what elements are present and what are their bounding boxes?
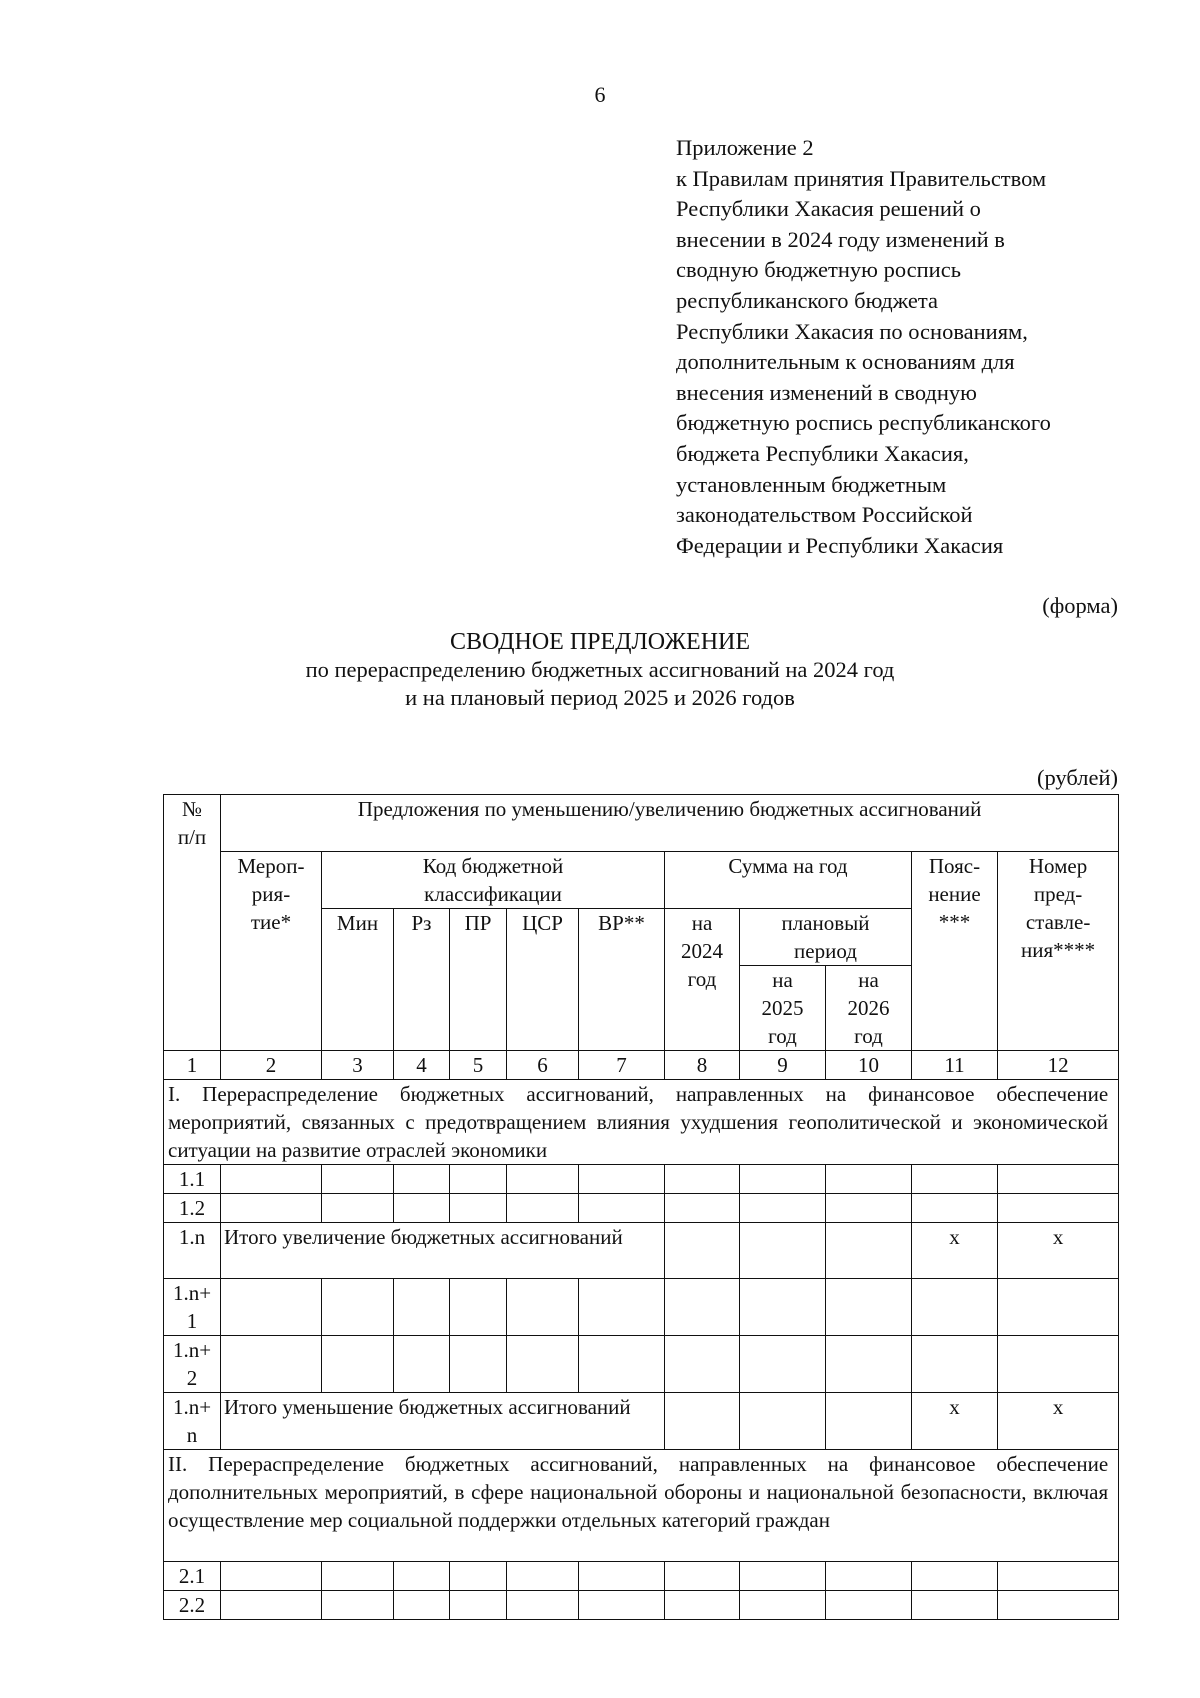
row-number: 2.1 (164, 1561, 221, 1590)
header-2025-text: на 2025 год (761, 967, 804, 1048)
table-cell (826, 1193, 912, 1222)
header-measure (221, 851, 322, 1050)
table-cell (998, 1278, 1119, 1335)
col-number: 11 (912, 1050, 998, 1079)
total-increase-label: Итого увеличение бюджетных ассигнований (221, 1222, 665, 1278)
appendix-line: Республики Хакасия решений о (676, 196, 981, 222)
table-cell (912, 1193, 998, 1222)
row-number: 2.2 (164, 1590, 221, 1619)
appendix-line: бюджетную роспись республиканского (676, 410, 1051, 436)
row-number (164, 1278, 221, 1335)
header-num-text: № п/п (177, 797, 207, 849)
table-cell (665, 1278, 740, 1335)
appendix-line: сводную бюджетную роспись (676, 257, 961, 283)
x-mark: х (998, 1392, 1119, 1449)
table-cell (826, 1164, 912, 1193)
table-cell (826, 1392, 912, 1449)
table-cell (912, 1561, 998, 1590)
header-min: Мин (322, 908, 394, 1050)
col-number: 4 (394, 1050, 450, 1079)
header-code-text: Код бюджетной классификации (422, 853, 564, 906)
table-cell (665, 1164, 740, 1193)
title-line-3: и на плановый период 2025 и 2026 годов (405, 685, 795, 710)
appendix-heading (676, 133, 1176, 561)
appendix-line: дополнительным к основаниям для (676, 349, 1015, 375)
document-title (0, 628, 1200, 712)
table-cell (450, 1193, 507, 1222)
appendix-line: законодательством Российской (676, 502, 973, 528)
header-proposals: Предложения по уменьшению/увеличению бюджетных ассигнований (221, 795, 1119, 852)
row-number-text: 1.n+ 2 (172, 1337, 212, 1390)
header-measure-text: Мероп- рия- тие* (237, 853, 305, 934)
table-cell (322, 1193, 394, 1222)
col-number: 9 (740, 1050, 826, 1079)
header-rep-number-text: Номер пред- ставле- ния**** (1021, 853, 1096, 962)
header-csr: ЦСР (507, 908, 579, 1050)
appendix-line: республиканского бюджета (676, 287, 939, 313)
row-number: 1.n (164, 1222, 221, 1278)
section-2-title: II. Перераспределение бюджетных ассигнований, направленных на финансовое обеспечение дополнительных мероприятий, в сфере национальной обороны и национальной безопасности, включая осуществление мер социальной поддержки отдельных категорий граждан (164, 1449, 1119, 1561)
col-number: 1 (164, 1050, 221, 1079)
table-cell (221, 1164, 322, 1193)
table-cell (507, 1561, 579, 1590)
table-cell (450, 1590, 507, 1619)
table-cell (394, 1561, 450, 1590)
table-cell (579, 1590, 665, 1619)
x-mark: х (912, 1222, 998, 1278)
table-cell (322, 1278, 394, 1335)
table-cell (826, 1222, 912, 1278)
header-num (164, 795, 221, 852)
table-cell (665, 1590, 740, 1619)
x-mark: х (998, 1222, 1119, 1278)
header-2024 (665, 908, 740, 1050)
table-cell (912, 1164, 998, 1193)
table-cell (579, 1164, 665, 1193)
table-cell (507, 1193, 579, 1222)
table-cell (665, 1392, 740, 1449)
table-cell (507, 1278, 579, 1335)
units-label: (рублей) (1036, 765, 1118, 790)
table-cell (579, 1335, 665, 1392)
appendix-line: Федерации и Республики Хакасия (676, 532, 1004, 558)
section-1-title: I. Перераспределение бюджетных ассигнований, направленных на финансовое обеспечение мероприятий, связанных с предотвращением влияния ухудшения геополитической и экономической ситуации на развитие отраслей экономики (164, 1079, 1119, 1164)
table-cell (998, 1193, 1119, 1222)
table-cell (998, 1590, 1119, 1619)
table-cell (394, 1278, 450, 1335)
table-cell (394, 1193, 450, 1222)
table-cell (579, 1561, 665, 1590)
title-main: СВОДНОЕ ПРЕДЛОЖЕНИЕ (449, 629, 751, 655)
col-number: 7 (579, 1050, 665, 1079)
table-cell (221, 1335, 322, 1392)
row-number-text: 1.n+ n (172, 1394, 212, 1447)
table-cell (740, 1222, 826, 1278)
col-number: 6 (507, 1050, 579, 1079)
table-cell (998, 1561, 1119, 1590)
title-line-2: по перераспределению бюджетных ассигнований на 2024 год (305, 657, 895, 682)
appendix-line: бюджета Республики Хакасия, (676, 440, 969, 466)
table-cell (740, 1561, 826, 1590)
table-cell (826, 1590, 912, 1619)
table-cell (221, 1590, 322, 1619)
table-cell (450, 1335, 507, 1392)
appendix-line: Республики Хакасия по основаниям, (676, 318, 1028, 344)
table-cell (450, 1278, 507, 1335)
table-cell (912, 1335, 998, 1392)
table-cell (826, 1561, 912, 1590)
header-num-cont (164, 851, 221, 1050)
table-cell (665, 1561, 740, 1590)
appendix-line: Приложение 2 (676, 135, 814, 160)
x-mark: х (912, 1392, 998, 1449)
table-cell (507, 1335, 579, 1392)
total-decrease-label: Итого уменьшение бюджетных ассигнований (221, 1392, 665, 1449)
row-number (164, 1392, 221, 1449)
table-cell (394, 1590, 450, 1619)
col-number: 12 (998, 1050, 1119, 1079)
table-cell (322, 1164, 394, 1193)
header-explanation (912, 851, 998, 1050)
header-2026-text: на 2026 год (847, 967, 890, 1048)
header-2025 (740, 965, 826, 1050)
table-cell (740, 1335, 826, 1392)
table-cell (221, 1561, 322, 1590)
header-rz: Рз (394, 908, 450, 1050)
appendix-line: установленным бюджетным (676, 471, 947, 497)
header-code (322, 851, 665, 908)
row-number-text: 1.n+ 1 (172, 1280, 212, 1333)
row-number: 1.2 (164, 1193, 221, 1222)
table-cell (507, 1590, 579, 1619)
header-rep-number (998, 851, 1119, 1050)
col-number: 10 (826, 1050, 912, 1079)
header-planned-text: плановый период (781, 910, 870, 963)
page-number: 6 (594, 82, 606, 107)
table-cell (826, 1335, 912, 1392)
table-cell (322, 1335, 394, 1392)
table-cell (221, 1193, 322, 1222)
col-number: 3 (322, 1050, 394, 1079)
table-cell (740, 1392, 826, 1449)
form-label: (форма) (1042, 593, 1118, 618)
table-cell (579, 1278, 665, 1335)
table-cell (740, 1164, 826, 1193)
table-cell (394, 1164, 450, 1193)
col-number: 2 (221, 1050, 322, 1079)
appendix-line: внесении в 2024 году изменений в (676, 226, 1005, 252)
table-cell (450, 1561, 507, 1590)
table-cell (322, 1561, 394, 1590)
table-cell (579, 1193, 665, 1222)
table-cell (665, 1222, 740, 1278)
table-cell (450, 1164, 507, 1193)
table-cell (740, 1193, 826, 1222)
header-2026 (826, 965, 912, 1050)
table-cell (912, 1278, 998, 1335)
table-cell (740, 1278, 826, 1335)
table-cell (912, 1590, 998, 1619)
table-cell (394, 1335, 450, 1392)
header-sum: Сумма на год (665, 851, 912, 908)
header-2024-text: на 2024 год (681, 910, 723, 991)
table-cell (322, 1590, 394, 1619)
proposal-table (163, 794, 1119, 1620)
row-number (164, 1335, 221, 1392)
table-cell (740, 1590, 826, 1619)
table-cell (507, 1164, 579, 1193)
header-vr: ВР** (579, 908, 665, 1050)
col-number: 8 (665, 1050, 740, 1079)
header-planned (740, 908, 912, 965)
col-number: 5 (450, 1050, 507, 1079)
appendix-line: к Правилам принятия Правительством (676, 165, 1047, 191)
appendix-line: внесения изменений в сводную (676, 379, 977, 405)
header-explanation-text: Пояс- нение *** (928, 853, 981, 934)
table-cell (826, 1278, 912, 1335)
table-cell (665, 1193, 740, 1222)
table-cell (998, 1335, 1119, 1392)
header-pr: ПР (450, 908, 507, 1050)
table-cell (665, 1335, 740, 1392)
row-number: 1.1 (164, 1164, 221, 1193)
table-cell (998, 1164, 1119, 1193)
table-cell (221, 1278, 322, 1335)
